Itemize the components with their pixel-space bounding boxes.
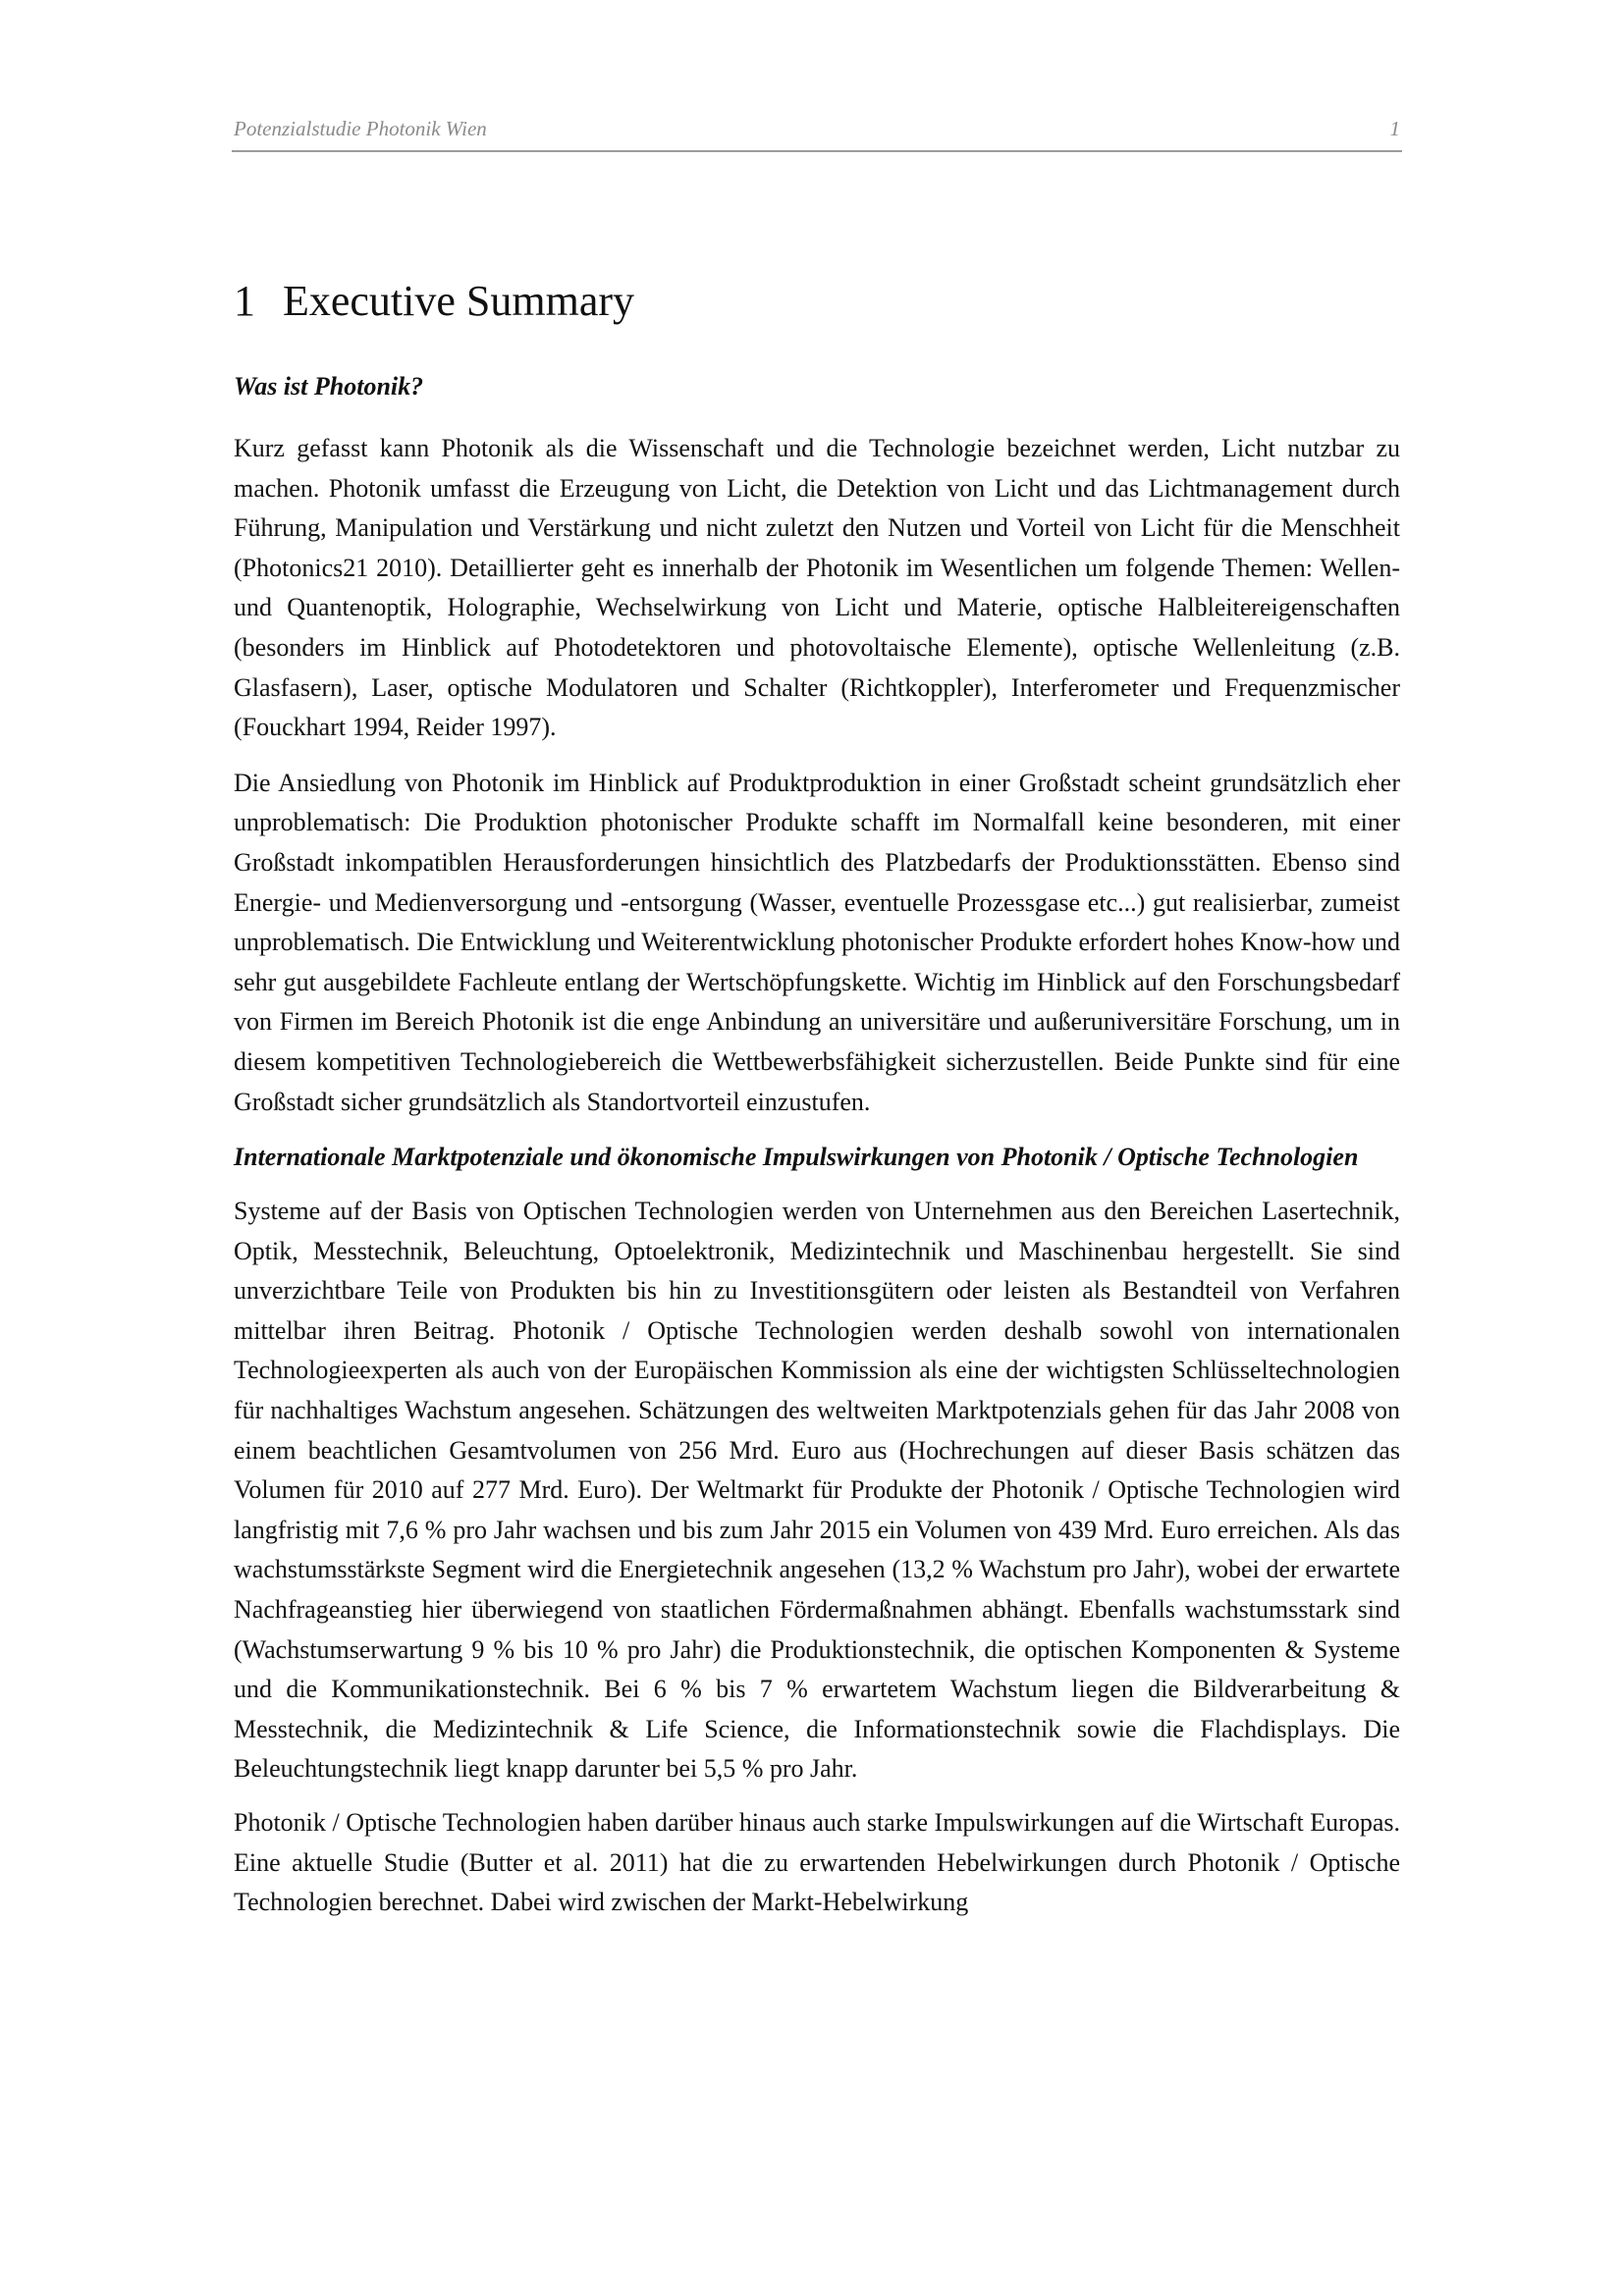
page-number: 1 [1389, 117, 1400, 140]
section-heading: Internationale Marktpotenziale und ökonomische Impulswirkungen von Photonik / Optische Technologien [234, 1143, 1359, 1172]
header-title: Potenzialstudie Photonik Wien [234, 117, 487, 140]
page-content [234, 273, 1400, 1937]
body-paragraph: Die Ansiedlung von Photonik im Hinblick auf Produktproduktion in einer Großstadt scheint grundsätzlich eher unproblematisch: Die Produktion photonischer Produkte schafft im Normalfall keine besonderen, mit einer Großstadt inkompatiblen Herausforderungen hinsichtlich des Platzbedarfs der Produktionsstätten. Ebenso sind Energie- und Medienversorgung und -entsorgung (Wasser, eventuelle Prozessgase etc...) gut realisierbar, zumeist unproblematisch. Die Entwicklung und Weiterentwicklung photonischer Produkte erfordert hohes Know-how und sehr gut ausgebildete Fachleute entlang der Wertschöpfungskette. Wichtig im Hinblick auf den Forschungsbedarf von Firmen im Bereich Photonik ist die enge Anbindung an universitäre und außeruniversitäre Forschung, um in diesem kompetitiven Technologiebereich die Wettbewerbsfähigkeit sicherzustellen. Beide Punkte sind für eine Großstadt sicher grundsätzlich als Standortvorteil einzustufen. [234, 768, 1400, 1116]
section-heading: Was ist Photonik? [234, 372, 424, 400]
body-paragraph: Photonik / Optische Technologien haben darüber hinaus auch starke Impulswirkungen auf die Wirtschaft Europas. Eine aktuelle Studie (Butter et al. 2011) hat die zu erwartenden Hebelwirkungen durch Photonik / Optische Technologien berechnet. Dabei wird zwischen der Markt-Hebelwirkung [234, 1808, 1400, 1917]
chapter-title: Executive Summary [283, 277, 635, 325]
section-marktpotenziale [234, 1138, 1400, 1923]
section-was-ist-photonik [234, 367, 1400, 1122]
chapter-number: 1 [234, 277, 255, 325]
body-paragraph: Kurz gefasst kann Photonik als die Wissenschaft und die Technologie bezeichnet werden, Licht nutzbar zu machen. Photonik umfasst die Erzeugung von Licht, die Detektion von Licht und das Lichtmanagement durch Führung, Manipulation und Verstärkung und nicht zuletzt den Nutzen und Vorteil von Licht für die Menschheit (Photonics21 2010). Detaillierter geht es innerhalb der Photonik im Wesentlichen um folgende Themen: Wellen- und Quantenoptik, Holographie, Wechselwirkung von Licht und Materie, optische Halbleitereigenschaften (besonders im Hinblick auf Photodetektoren und photovoltaische Elemente), optische Wellenleitung (z.B. Glasfasern), Laser, optische Modulatoren und Schalter (Richtkoppler), Interferometer und Frequenzmischer (Fouckhart 1994, Reider 1997). [234, 434, 1400, 742]
running-header [232, 117, 1402, 152]
chapter-heading [234, 273, 1400, 330]
body-paragraph: Systeme auf der Basis von Optischen Technologien werden von Unternehmen aus den Bereichen Lasertechnik, Optik, Messtechnik, Beleuchtung, Optoelektronik, Medizintechnik und Maschinenbau hergestellt. Sie sind unverzichtbare Teile von Produkten bis hin zu Investitionsgütern oder leisten als Bestandteil von Verfahren mittelbar ihren Beitrag. Photonik / Optische Technologien werden deshalb sowohl von internationalen Technologieexperten als auch von der Europäischen Kommission als eine der wichtigsten Schlüsseltechnologien für nachhaltiges Wachstum angesehen. Schätzungen des weltweiten Marktpotenzials gehen für das Jahr 2008 von einem beachtlichen Gesamtvolumen von 256 Mrd. Euro aus (Hochrechungen auf dieser Basis schätzen das Volumen für 2010 auf 277 Mrd. Euro). Der Weltmarkt für Produkte der Photonik / Optische Technologien wird langfristig mit 7,6 % pro Jahr wachsen und bis zum Jahr 2015 ein Volumen von 439 Mrd. Euro erreichen. Als das wachstumsstärkste Segment wird die Energietechnik angesehen (13,2 % Wachstum pro Jahr), wobei der erwartete Nachfrageanstieg hier überwiegend von staatlichen Fördermaßnahmen abhängt. Ebenfalls wachstumsstark sind (Wachstumserwartung 9 % bis 10 % pro Jahr) die Produktionstechnik, die optischen Komponenten & Systeme und die Kommunikationstechnik. Bei 6 % bis 7 % erwartetem Wachstum liegen die Bildverarbeitung & Messtechnik, die Medizintechnik & Life Science, die Informationstechnik sowie die Flachdisplays. Die Beleuchtungstechnik liegt knapp darunter bei 5,5 % pro Jahr. [234, 1197, 1400, 1784]
